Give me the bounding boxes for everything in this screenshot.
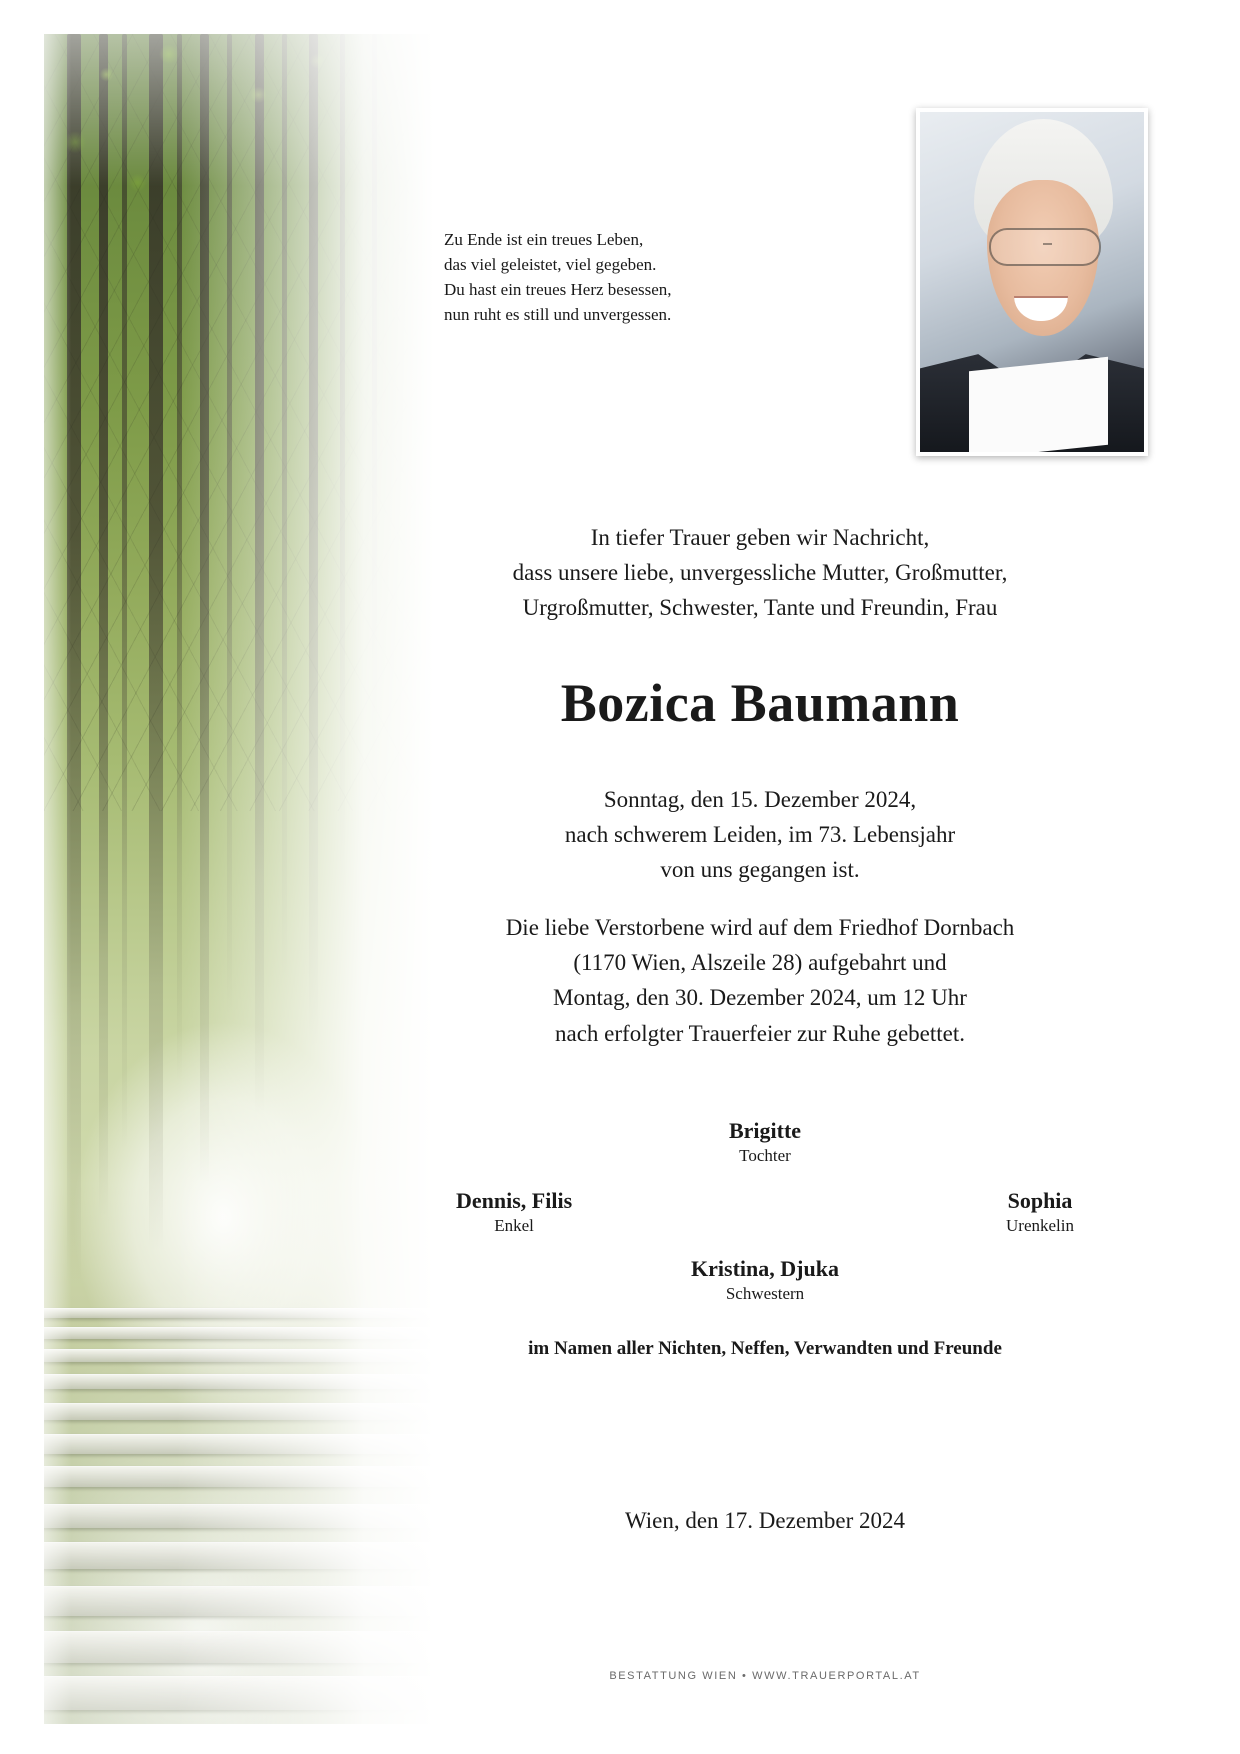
family-relation: Schwestern	[725, 1284, 805, 1303]
family-third-row	[430, 1256, 1100, 1304]
family-member-right	[1006, 1188, 1074, 1236]
portrait-frame	[916, 108, 1148, 456]
footer-credit: BESTATTUNG WIEN • WWW.TRAUERPORTAL.AT	[609, 1670, 921, 1682]
funeral-line-4: nach erfolgter Trauerfeier zur Ruhe gebettet.	[555, 1020, 965, 1046]
death-line-1: Sonntag, den 15. Dezember 2024,	[603, 787, 917, 812]
glasses-icon	[989, 228, 1101, 266]
family-name: Kristina, Djuka	[691, 1256, 839, 1281]
funeral-line-1: Die liebe Verstorbene wird auf dem Friedhof Dornbach	[505, 915, 1015, 940]
family-name: Dennis, Filis	[456, 1188, 573, 1213]
family-relation: Enkel	[494, 1216, 534, 1235]
family-relation: Urenkelin	[1006, 1216, 1074, 1235]
city-and-date: Wien, den 17. Dezember 2024	[624, 1508, 906, 1533]
verse-line-3: Du hast ein treues Herz besessen,	[444, 279, 672, 299]
family-primary	[430, 1118, 1100, 1166]
verse-line-1: Zu Ende ist ein treues Leben,	[444, 230, 644, 249]
side-forest-image	[44, 34, 434, 1724]
image-white-fade	[44, 34, 434, 1724]
intro-line-3: Urgroßmutter, Schwester, Tante und Freundin, Frau	[522, 595, 998, 621]
family-name: Sophia	[1007, 1188, 1073, 1213]
funeral-line-2: (1170 Wien, Alszeile 28) aufgebahrt und	[573, 950, 947, 976]
memorial-verse	[444, 228, 774, 328]
family-second-row	[430, 1188, 1100, 1236]
verse-line-2: das viel geleistet, viel gegeben.	[444, 254, 657, 274]
family-member-left	[456, 1188, 572, 1236]
intro-line-1: In tiefer Trauer geben wir Nachricht,	[590, 525, 930, 550]
verse-line-4: nun ruht es still und unvergessen.	[444, 304, 672, 324]
family-relation: Tochter	[739, 1146, 791, 1165]
announcement-intro	[440, 520, 1080, 626]
family-name: Brigitte	[728, 1118, 802, 1143]
family-closing-line: im Namen aller Nichten, Neffen, Verwandten und Freunde	[528, 1338, 1002, 1359]
family-block	[430, 1118, 1100, 1360]
funeral-details	[430, 910, 1090, 1051]
deceased-name: Bozica Baumann	[560, 673, 960, 733]
death-details	[440, 782, 1080, 888]
death-line-2: nach schwerem Leiden, im 73. Lebensjahr	[564, 822, 956, 848]
portrait-photo	[920, 112, 1144, 452]
portrait-collar	[969, 356, 1108, 452]
intro-line-2: dass unsere liebe, unvergessliche Mutter, Großmutter,	[512, 560, 1008, 586]
death-line-3: von uns gegangen ist.	[660, 857, 860, 883]
funeral-line-3: Montag, den 30. Dezember 2024, um 12 Uhr	[553, 985, 967, 1011]
